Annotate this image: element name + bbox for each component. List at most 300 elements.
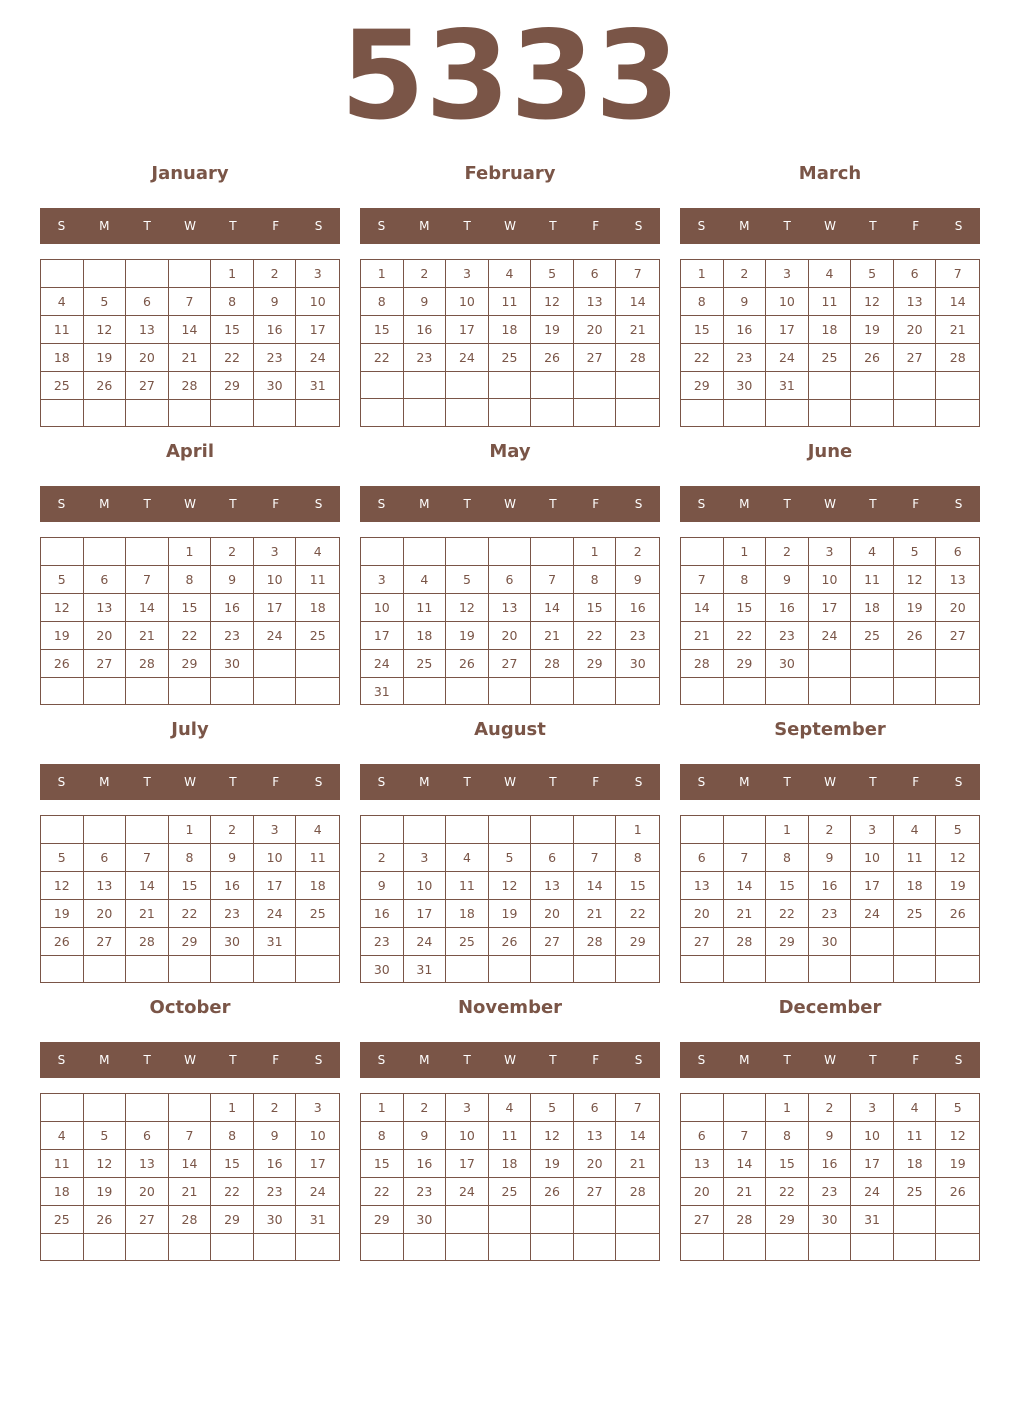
- weekday-header: [40, 1042, 340, 1078]
- day-cell: [681, 538, 724, 566]
- day-cell: 4: [809, 260, 852, 288]
- day-cell: [531, 538, 574, 566]
- day-cell: 5: [894, 538, 937, 566]
- day-cell: 20: [894, 316, 937, 344]
- weekday-label: T: [783, 497, 791, 511]
- day-cell: 21: [126, 622, 169, 650]
- weekday-label: W: [824, 219, 836, 233]
- day-cell: 4: [296, 816, 339, 844]
- day-cell: 28: [126, 928, 169, 956]
- day-cell: 22: [361, 1178, 404, 1206]
- day-cell: 11: [809, 288, 852, 316]
- year-title: 5333: [340, 5, 680, 147]
- day-cell: [296, 956, 339, 982]
- day-cell: 12: [84, 316, 127, 344]
- day-cell: 25: [296, 900, 339, 928]
- weekday-label: T: [229, 1053, 237, 1067]
- day-cell: [296, 928, 339, 956]
- day-cell: [851, 400, 894, 426]
- day-cell: 1: [169, 538, 212, 566]
- day-cell: 19: [936, 872, 979, 900]
- day-cell: [254, 650, 297, 678]
- day-cell: 14: [126, 872, 169, 900]
- day-cell: 2: [766, 538, 809, 566]
- day-cell: 25: [809, 344, 852, 372]
- day-cell: [574, 816, 617, 844]
- day-cell: 6: [936, 538, 979, 566]
- day-cell: [489, 372, 532, 399]
- weekday-label: S: [314, 1053, 323, 1067]
- day-cell: 16: [254, 1150, 297, 1178]
- weekday-label: S: [57, 1053, 66, 1067]
- day-cell: 8: [361, 1122, 404, 1150]
- day-cell: 5: [41, 566, 84, 594]
- day-cell: 29: [574, 650, 617, 678]
- day-cell: [404, 538, 447, 566]
- weekday-label: F: [272, 497, 280, 511]
- day-cell: 1: [766, 816, 809, 844]
- weekday-label: W: [504, 219, 516, 233]
- day-cell: 4: [851, 538, 894, 566]
- day-cell: 12: [894, 566, 937, 594]
- day-cell: 18: [296, 872, 339, 900]
- day-cell: 26: [851, 344, 894, 372]
- day-cell: 19: [531, 1150, 574, 1178]
- day-cell: [936, 678, 979, 704]
- month-title: August: [474, 719, 546, 740]
- day-cell: 10: [809, 566, 852, 594]
- day-cell: 5: [936, 1094, 979, 1122]
- day-cell: 28: [681, 650, 724, 678]
- day-cell: [851, 928, 894, 956]
- weekday-label: S: [377, 1053, 386, 1067]
- day-cell: 30: [809, 928, 852, 956]
- day-cell: 21: [936, 316, 979, 344]
- weekday-label: W: [824, 497, 836, 511]
- day-cell: 23: [211, 622, 254, 650]
- day-cell: 19: [41, 622, 84, 650]
- day-cell: 21: [616, 1150, 659, 1178]
- weekday-label: M: [99, 497, 110, 511]
- day-cell: [254, 400, 297, 426]
- day-cell: [531, 956, 574, 983]
- day-cell: 22: [616, 900, 659, 928]
- day-cell: 10: [296, 288, 339, 316]
- day-cell: 7: [724, 844, 767, 872]
- day-cell: 25: [489, 344, 532, 372]
- day-cell: 23: [254, 344, 297, 372]
- day-cell: 6: [84, 844, 127, 872]
- day-cell: [574, 1234, 617, 1260]
- weekday-label: T: [229, 219, 237, 233]
- day-cell: [616, 372, 659, 399]
- day-cell: 22: [766, 900, 809, 928]
- day-cell: [574, 678, 617, 705]
- day-cell: 19: [489, 900, 532, 928]
- day-cell: 14: [531, 594, 574, 622]
- day-cell: 26: [531, 344, 574, 372]
- day-cell: 15: [766, 872, 809, 900]
- weekday-label: F: [592, 775, 600, 789]
- day-cell: 20: [531, 900, 574, 928]
- weekday-header: [360, 1042, 660, 1078]
- day-cell: [361, 538, 404, 566]
- day-cell: [574, 372, 617, 399]
- day-cell: 4: [41, 288, 84, 316]
- day-cell: 24: [446, 1178, 489, 1206]
- weekday-label: M: [739, 1053, 750, 1067]
- day-cell: 24: [766, 344, 809, 372]
- day-cell: 21: [169, 344, 212, 372]
- day-cell: 27: [84, 928, 127, 956]
- day-cell: 9: [616, 566, 659, 594]
- day-cell: [616, 956, 659, 983]
- day-cell: 29: [169, 650, 212, 678]
- day-cell: 14: [169, 1150, 212, 1178]
- day-cell: 4: [404, 566, 447, 594]
- day-cell: 20: [489, 622, 532, 650]
- day-cell: [616, 678, 659, 705]
- day-cell: 29: [211, 372, 254, 400]
- day-cell: 12: [84, 1150, 127, 1178]
- day-cell: 11: [446, 872, 489, 900]
- day-cell: [681, 1234, 724, 1260]
- day-cell: 30: [361, 956, 404, 983]
- weekday-label: F: [912, 497, 920, 511]
- day-cell: [84, 400, 127, 426]
- day-cell: [681, 1094, 724, 1122]
- day-cell: [616, 1234, 659, 1260]
- day-cell: [41, 538, 84, 566]
- day-cell: [809, 400, 852, 426]
- day-cell: 9: [404, 288, 447, 316]
- day-cell: 7: [616, 1094, 659, 1122]
- day-cell: [126, 816, 169, 844]
- day-cell: 23: [724, 344, 767, 372]
- weekday-header: [360, 764, 660, 800]
- day-cell: 11: [489, 1122, 532, 1150]
- day-cell: 17: [296, 316, 339, 344]
- day-cell: 8: [574, 566, 617, 594]
- day-cell: 7: [724, 1122, 767, 1150]
- weekday-label: M: [99, 775, 110, 789]
- day-cell: [404, 1234, 447, 1260]
- day-cell: 5: [446, 566, 489, 594]
- day-cell: 6: [574, 1094, 617, 1122]
- day-cell: 30: [211, 650, 254, 678]
- day-cell: 3: [404, 844, 447, 872]
- day-cell: 2: [404, 260, 447, 288]
- day-cell: [936, 1234, 979, 1260]
- day-cell: 2: [361, 844, 404, 872]
- day-cell: 2: [404, 1094, 447, 1122]
- weekday-label: S: [697, 1053, 706, 1067]
- day-cell: 29: [211, 1206, 254, 1234]
- day-cell: 28: [169, 372, 212, 400]
- day-cell: 30: [254, 1206, 297, 1234]
- month-title: April: [165, 441, 215, 462]
- weekday-label: T: [463, 775, 471, 789]
- day-cell: 3: [254, 816, 297, 844]
- day-cell: 14: [616, 1122, 659, 1150]
- day-cell: [851, 372, 894, 400]
- day-cell: 6: [126, 288, 169, 316]
- day-cell: 7: [169, 288, 212, 316]
- weekday-label: M: [419, 775, 430, 789]
- day-cell: 16: [724, 316, 767, 344]
- day-cell: 31: [254, 928, 297, 956]
- day-cell: 2: [211, 538, 254, 566]
- day-cell: 25: [446, 928, 489, 956]
- day-cell: 30: [404, 1206, 447, 1234]
- day-cell: 6: [531, 844, 574, 872]
- day-grid: [680, 815, 980, 983]
- day-cell: [766, 400, 809, 426]
- day-cell: 6: [894, 260, 937, 288]
- day-cell: 14: [574, 872, 617, 900]
- day-cell: 15: [724, 594, 767, 622]
- day-cell: 2: [616, 538, 659, 566]
- day-cell: 1: [574, 538, 617, 566]
- day-cell: 6: [681, 844, 724, 872]
- day-cell: 27: [84, 650, 127, 678]
- day-cell: 4: [894, 816, 937, 844]
- day-cell: [531, 1206, 574, 1234]
- day-cell: 3: [254, 538, 297, 566]
- day-cell: 22: [169, 900, 212, 928]
- day-cell: 11: [894, 844, 937, 872]
- day-cell: 30: [809, 1206, 852, 1234]
- day-cell: 19: [84, 1178, 127, 1206]
- day-cell: 6: [126, 1122, 169, 1150]
- day-cell: 16: [809, 1150, 852, 1178]
- day-cell: [489, 678, 532, 705]
- weekday-label: T: [783, 219, 791, 233]
- day-cell: 25: [41, 372, 84, 400]
- weekday-label: F: [272, 775, 280, 789]
- day-cell: 5: [489, 844, 532, 872]
- day-cell: 22: [724, 622, 767, 650]
- day-cell: [211, 1234, 254, 1260]
- day-cell: 8: [616, 844, 659, 872]
- day-cell: [851, 1234, 894, 1260]
- day-cell: 29: [724, 650, 767, 678]
- day-cell: 27: [531, 928, 574, 956]
- weekday-label: S: [57, 775, 66, 789]
- weekday-header: [680, 486, 980, 522]
- day-cell: 29: [616, 928, 659, 956]
- weekday-label: W: [824, 1053, 836, 1067]
- day-cell: 25: [296, 622, 339, 650]
- day-cell: [724, 1234, 767, 1260]
- day-cell: [531, 399, 574, 426]
- day-cell: 28: [169, 1206, 212, 1234]
- day-cell: [361, 1234, 404, 1260]
- day-cell: 20: [681, 1178, 724, 1206]
- day-cell: [211, 678, 254, 704]
- day-cell: 16: [616, 594, 659, 622]
- day-cell: 10: [851, 844, 894, 872]
- day-cell: 27: [126, 1206, 169, 1234]
- day-cell: 24: [361, 650, 404, 678]
- day-cell: [766, 956, 809, 982]
- day-cell: 3: [296, 260, 339, 288]
- day-cell: 8: [766, 844, 809, 872]
- weekday-label: S: [377, 219, 386, 233]
- weekday-header: [40, 208, 340, 244]
- weekday-label: W: [184, 497, 196, 511]
- day-cell: 2: [211, 816, 254, 844]
- day-cell: [531, 678, 574, 705]
- day-cell: [489, 1234, 532, 1260]
- weekday-label: S: [697, 219, 706, 233]
- day-cell: [446, 538, 489, 566]
- weekday-label: W: [184, 219, 196, 233]
- day-cell: 15: [169, 872, 212, 900]
- day-cell: 8: [361, 288, 404, 316]
- weekday-label: M: [739, 775, 750, 789]
- day-cell: [254, 956, 297, 982]
- day-cell: 24: [404, 928, 447, 956]
- day-cell: [489, 956, 532, 983]
- day-cell: 15: [766, 1150, 809, 1178]
- day-cell: 1: [211, 260, 254, 288]
- day-grid: [360, 815, 660, 983]
- day-cell: [296, 400, 339, 426]
- day-cell: [361, 372, 404, 399]
- day-cell: 5: [84, 1122, 127, 1150]
- day-cell: [41, 1234, 84, 1260]
- day-cell: 27: [936, 622, 979, 650]
- day-cell: [936, 1206, 979, 1234]
- day-cell: 10: [851, 1122, 894, 1150]
- day-cell: 4: [894, 1094, 937, 1122]
- day-cell: 19: [851, 316, 894, 344]
- day-cell: 20: [936, 594, 979, 622]
- day-cell: 26: [531, 1178, 574, 1206]
- day-cell: 22: [574, 622, 617, 650]
- day-cell: 13: [681, 1150, 724, 1178]
- day-cell: [41, 816, 84, 844]
- day-cell: [41, 956, 84, 982]
- day-cell: 17: [404, 900, 447, 928]
- day-cell: 10: [404, 872, 447, 900]
- day-cell: 3: [851, 816, 894, 844]
- day-cell: 22: [766, 1178, 809, 1206]
- day-cell: 4: [446, 844, 489, 872]
- day-cell: 15: [169, 594, 212, 622]
- weekday-label: F: [912, 775, 920, 789]
- month-title: July: [171, 719, 209, 740]
- day-cell: 19: [84, 344, 127, 372]
- day-cell: 25: [489, 1178, 532, 1206]
- day-cell: [126, 1094, 169, 1122]
- day-cell: 3: [446, 260, 489, 288]
- day-cell: 20: [84, 622, 127, 650]
- day-cell: 7: [126, 844, 169, 872]
- day-cell: 7: [574, 844, 617, 872]
- day-cell: 12: [41, 872, 84, 900]
- day-cell: 21: [126, 900, 169, 928]
- day-grid: [360, 537, 660, 705]
- day-cell: [894, 1206, 937, 1234]
- day-cell: [404, 399, 447, 426]
- day-cell: 9: [361, 872, 404, 900]
- day-grid: [40, 537, 340, 705]
- day-cell: 21: [724, 900, 767, 928]
- day-cell: 1: [766, 1094, 809, 1122]
- day-cell: 3: [296, 1094, 339, 1122]
- day-cell: 23: [404, 1178, 447, 1206]
- day-cell: [211, 956, 254, 982]
- day-cell: 9: [404, 1122, 447, 1150]
- weekday-label: T: [869, 1053, 877, 1067]
- day-cell: 6: [681, 1122, 724, 1150]
- day-cell: 28: [126, 650, 169, 678]
- day-cell: 20: [574, 316, 617, 344]
- day-cell: [41, 400, 84, 426]
- day-cell: 5: [936, 816, 979, 844]
- day-cell: 26: [41, 650, 84, 678]
- day-cell: 12: [531, 1122, 574, 1150]
- day-cell: 7: [169, 1122, 212, 1150]
- day-cell: 30: [724, 372, 767, 400]
- day-cell: 24: [851, 900, 894, 928]
- day-grid: [360, 1093, 660, 1261]
- day-cell: [404, 678, 447, 705]
- weekday-header: [40, 486, 340, 522]
- day-cell: 6: [489, 566, 532, 594]
- day-cell: 20: [681, 900, 724, 928]
- day-cell: [446, 816, 489, 844]
- weekday-label: F: [592, 219, 600, 233]
- day-cell: [254, 678, 297, 704]
- day-cell: 1: [616, 816, 659, 844]
- day-cell: [681, 678, 724, 704]
- day-cell: 28: [531, 650, 574, 678]
- day-cell: 9: [254, 288, 297, 316]
- day-cell: [936, 956, 979, 982]
- day-cell: [126, 678, 169, 704]
- day-cell: 27: [681, 1206, 724, 1234]
- day-cell: 26: [446, 650, 489, 678]
- day-cell: 27: [489, 650, 532, 678]
- day-cell: [724, 400, 767, 426]
- weekday-label: M: [99, 1053, 110, 1067]
- day-cell: 1: [361, 260, 404, 288]
- day-cell: 22: [361, 344, 404, 372]
- day-cell: 23: [809, 1178, 852, 1206]
- day-cell: 17: [766, 316, 809, 344]
- day-cell: 29: [681, 372, 724, 400]
- day-cell: 28: [724, 928, 767, 956]
- day-cell: 8: [169, 566, 212, 594]
- weekday-label: S: [377, 775, 386, 789]
- day-cell: 15: [361, 316, 404, 344]
- day-cell: 31: [296, 372, 339, 400]
- day-cell: [446, 1234, 489, 1260]
- day-cell: 11: [296, 566, 339, 594]
- weekday-label: M: [739, 219, 750, 233]
- day-cell: 16: [254, 316, 297, 344]
- day-cell: 18: [489, 1150, 532, 1178]
- weekday-label: S: [314, 219, 323, 233]
- day-cell: 2: [809, 1094, 852, 1122]
- weekday-label: T: [783, 1053, 791, 1067]
- day-cell: [809, 678, 852, 704]
- day-cell: [574, 1206, 617, 1234]
- day-cell: 11: [41, 316, 84, 344]
